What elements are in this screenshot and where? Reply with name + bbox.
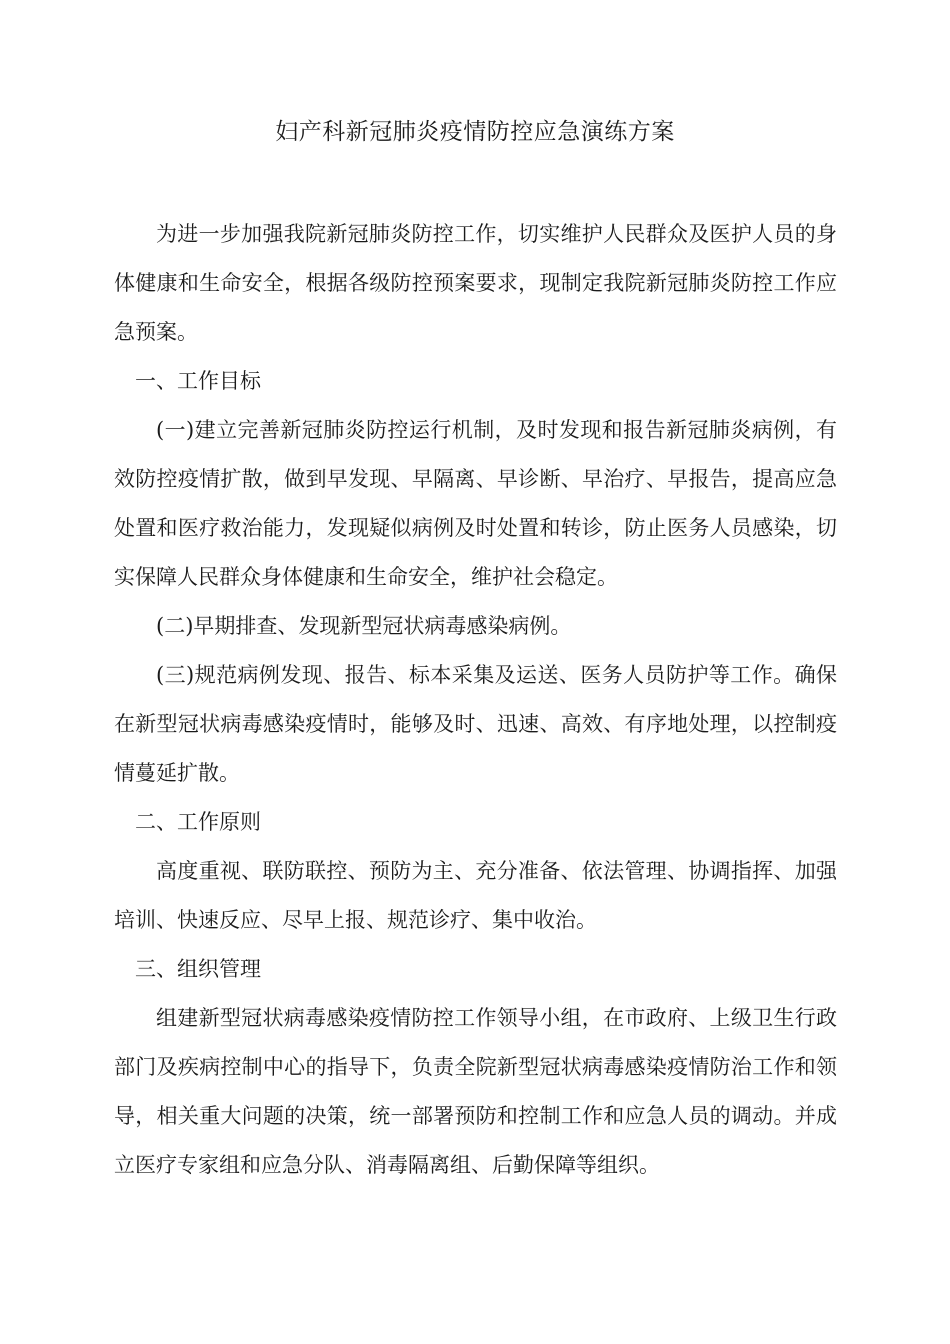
organization-paragraph: 组建新型冠状病毒感染疫情防控工作领导小组，在市政府、上级卫生行政部门及疾病控制中心的指导下，负责全院新型冠状病毒感染疫情防治工作和领导，相关重大问题的决策，统一部署预防和控制工作和应急人员的调动。并成立医疗专家组和应急分队、消毒隔离组、后勤保障等组织。 [114,1006,837,1177]
goal-item-3: (三)规范病例发现、报告、标本采集及运送、医务人员防护等工作。确保在新型冠状病毒感染疫情时，能够及时、迅速、高效、有序地处理，以控制疫情蔓延扩散。 [114,663,837,785]
goal-item-1: (一)建立完善新冠肺炎防控运行机制，及时发现和报告新冠肺炎病例，有效防控疫情扩散，做到早发现、早隔离、早诊断、早治疗、早报告，提高应急处置和医疗救治能力，发现疑似病例及时处置和转诊，防止医务人员感染，切实保障人民群众身体健康和生命安全，维护社会稳定。 [114,418,837,589]
principles-paragraph: 高度重视、联防联控、预防为主、充分准备、依法管理、协调指挥、加强培训、快速反应、尽早上报、规范诊疗、集中收治。 [114,859,837,932]
document-title: 妇产科新冠肺炎疫情防控应急演练方案 [275,119,675,145]
intro-paragraph: 为进一步加强我院新冠肺炎防控工作，切实维护人民群众及医护人员的身体健康和生命安全，根据各级防控预案要求，现制定我院新冠肺炎防控工作应急预案。 [114,222,837,344]
section-heading-organization: 三、组织管理 [135,957,261,981]
section-heading-goals: 一、工作目标 [135,369,261,393]
section-heading-principles: 二、工作原则 [135,810,261,834]
goal-item-2: (二)早期排查、发现新型冠状病毒感染病例。 [156,614,572,638]
document-body [114,210,837,1190]
